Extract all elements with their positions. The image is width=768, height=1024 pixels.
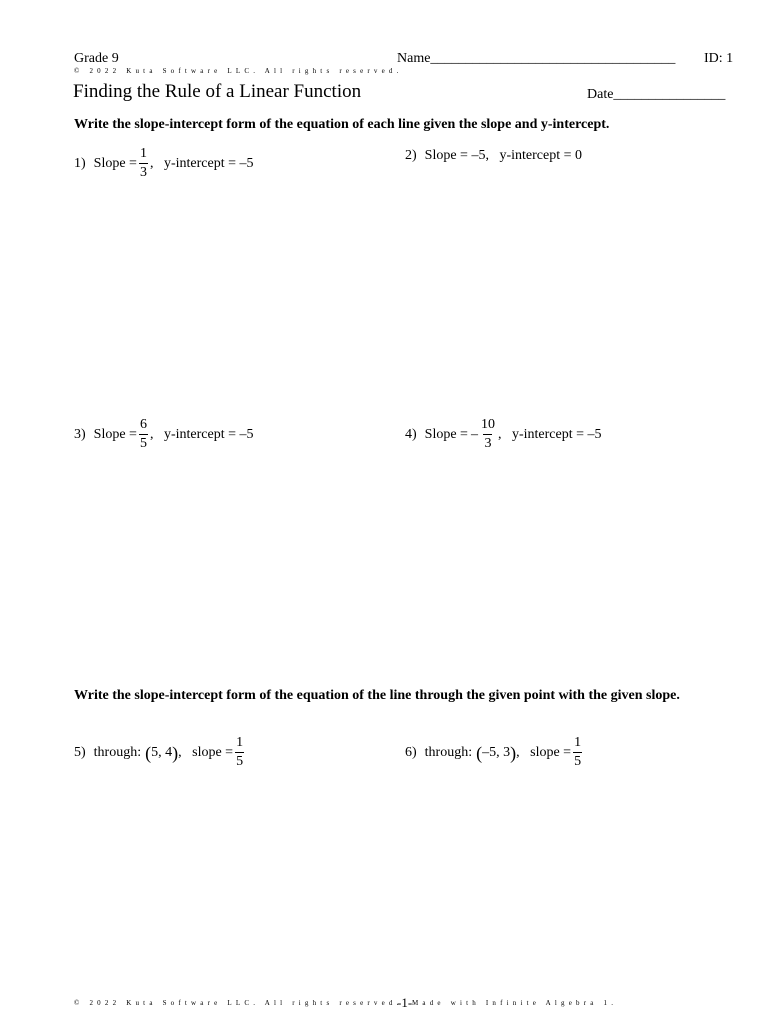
slope-fraction: $\frac{1}{3}$ [139,146,147,180]
intercept-text: , y-intercept = –5 [149,155,254,171]
footer-made-with: Made with Infinite Algebra 1. [412,999,618,1007]
problem-6 [405,736,584,769]
intercept-text: , y-intercept = –5 [149,426,254,442]
slope-fraction: $\frac{6}{5}$ [139,417,147,451]
close-paren: ) [510,742,517,763]
section-1-instruction: Write the slope-intercept form of the equation of each line given the slope and y-intercept. [74,117,610,132]
point-coordinates: –5, 3 [482,744,511,760]
problem-number: 4) [405,426,417,442]
problem-1 [74,147,254,180]
negative-sign: – [470,426,478,442]
problem-4 [405,418,602,451]
through-label: through: [93,744,142,760]
slope-fraction: $\frac{10}{3}$ [480,417,495,451]
slope-fraction: $\frac{1}{5}$ [236,735,244,769]
slope-label: Slope = [424,426,468,442]
id-label: ID: 1 [704,51,734,66]
slope-label: Slope = [93,155,137,171]
name-field-label: Name___________________________________ [397,51,676,66]
problem-3 [74,418,254,451]
section-2-instruction: Write the slope-intercept form of the equation of the line through the given point with the given slope. [74,688,680,703]
point-coordinates: 5, 4 [151,744,173,760]
slope-label: , slope = [516,744,572,760]
through-label: through: [424,744,473,760]
problem-number: 2) [405,148,417,163]
slope-label: Slope = [93,426,137,442]
intercept-text: , y-intercept = –5 [497,426,602,442]
slope-fraction: $\frac{1}{5}$ [574,735,582,769]
page-title: Finding the Rule of a Linear Function [73,81,362,102]
problem-5 [74,736,246,769]
close-paren: ) [172,742,179,763]
date-field-label: Date________________ [587,87,726,102]
problem-number: 5) [74,744,86,760]
page-number: -1- [397,995,413,1010]
slope-label: , slope = [178,744,234,760]
open-paren: ( [476,742,483,763]
problem-number: 6) [405,744,417,760]
grade-label: Grade 9 [74,51,119,66]
problem-number: 1) [74,155,86,171]
problem-number: 3) [74,426,86,442]
problem-text: Slope = –5, y-intercept = 0 [424,148,582,163]
open-paren: ( [145,742,152,763]
problem-2 [405,148,582,164]
copyright-line: © 2022 Kuta Software LLC. All rights reserved. [74,67,403,75]
footer-copyright: © 2022 Kuta Software LLC. All rights reserved. [74,999,403,1007]
